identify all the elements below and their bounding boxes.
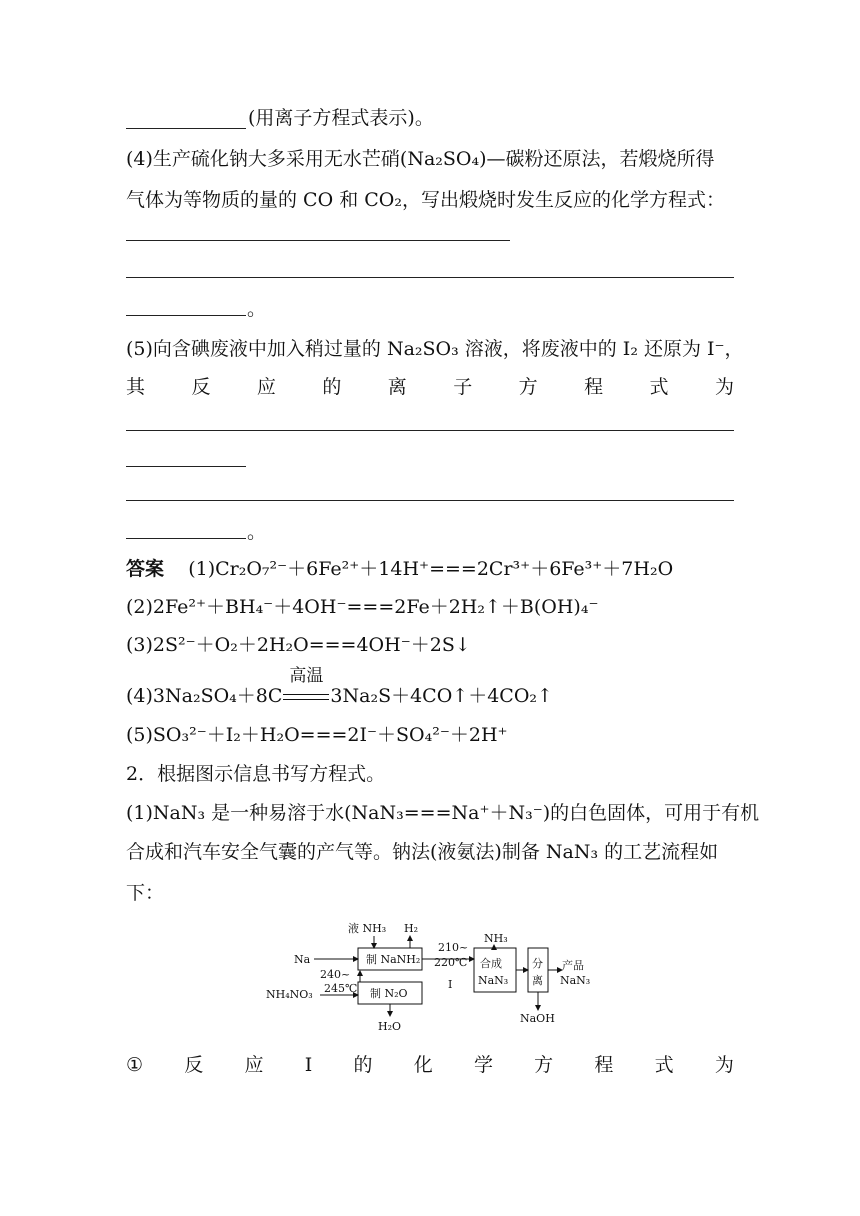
reaction-condition (282, 666, 330, 709)
label-h2-out: H₂ (404, 922, 419, 935)
q5-line2 (126, 374, 734, 400)
label-naoh: NaOH (520, 1012, 555, 1025)
period: 。 (247, 521, 267, 543)
q4-line1: (4)生产硫化钠大多采用无水芒硝(Na₂SO₄)—碳粉还原法，若煅烧所得 (126, 148, 715, 170)
char: 程 (594, 1054, 614, 1076)
q2-p1-line2: 合成和汽车安全气囊的产气等。钠法(液氨法)制备 NaN₃ 的工艺流程如 (126, 841, 719, 863)
answer-blank[interactable] (126, 128, 246, 129)
q2-p1-line1: (1)NaN₃ 是一种易溶于水(NaN₃===Na⁺＋N₃⁻)的白色固体，可用于有机 (126, 802, 760, 824)
char: 方 (518, 376, 538, 398)
char: 应 (244, 1054, 264, 1076)
answer-blank[interactable] (126, 500, 734, 501)
char: 式 (654, 1054, 674, 1076)
label-nh4no3: NH₄NO₃ (266, 988, 313, 1001)
equals-sign (283, 694, 329, 700)
q4-line2: 气体为等物质的量的 CO 和 CO₂，写出煅烧时发生反应的化学方程式： (126, 189, 725, 211)
char: 程 (584, 376, 604, 398)
char: 为 (714, 376, 734, 398)
process-flow-diagram (262, 918, 602, 1036)
box4-label-a: 分 (532, 957, 543, 970)
box3-label-a: 合成 (480, 957, 502, 970)
char: ① (126, 1054, 144, 1076)
period: 。 (247, 298, 267, 320)
box2-label: 制 N₂O (370, 987, 408, 1000)
char: 化 (413, 1054, 433, 1076)
cond2-temp-a: 210~ (438, 941, 469, 954)
box4-label-b: 离 (532, 974, 543, 987)
answer-4-left: (4)3Na₂SO₄＋8C (126, 685, 283, 707)
answer-blank[interactable] (126, 466, 246, 467)
char: 的 (322, 376, 342, 398)
char: 学 (473, 1054, 493, 1076)
char: 方 (534, 1054, 554, 1076)
label-liquid-nh3: 液 NH₃ (348, 922, 387, 935)
label-product-b: NaN₃ (560, 974, 591, 987)
answer-4 (126, 666, 553, 709)
answer-blank[interactable] (126, 430, 734, 431)
char: 反 (184, 1054, 204, 1076)
char: 应 (256, 376, 276, 398)
char: 子 (453, 376, 473, 398)
q2-p1-line3: 下： (126, 882, 165, 904)
answer-blank[interactable] (126, 315, 246, 316)
answer-blank[interactable] (126, 277, 734, 278)
condition-text: 高温 (289, 666, 324, 686)
answer-5: (5)SO₃²⁻＋I₂＋H₂O===2I⁻＋SO₄²⁻＋2H⁺ (126, 724, 508, 746)
answer-label: 答案 (126, 558, 165, 580)
q5-line1: (5)向含碘废液中加入稍过量的 Na₂SO₃ 溶液，将废液中的 I₂ 还原为 I⁻， (126, 338, 744, 360)
q2-title: 2．根据图示信息书写方程式。 (126, 763, 386, 785)
answer-1 (126, 556, 673, 582)
box3-label-b: NaN₃ (478, 974, 509, 987)
answer-blank[interactable] (126, 240, 510, 241)
label-nh3-out: NH₃ (484, 932, 508, 945)
cond1-temp-a: 240~ (320, 968, 351, 981)
cond2-roman: Ⅰ (448, 978, 453, 991)
char: Ⅰ (304, 1054, 313, 1076)
answer-2: (2)2Fe²⁺＋BH₄⁻＋4OH⁻===2Fe＋2H₂↑＋B(OH)₄⁻ (126, 596, 599, 618)
char: 式 (649, 376, 669, 398)
cond2-temp-b: 220℃ (434, 956, 468, 969)
answer-3: (3)2S²⁻＋O₂＋2H₂O===4OH⁻＋2S↓ (126, 634, 471, 656)
box1-label: 制 NaNH₂ (366, 953, 421, 966)
answer-4-right: 3Na₂S＋4CO↑＋4CO₂↑ (330, 685, 553, 707)
char: 其 (126, 376, 146, 398)
answer-blank[interactable] (126, 538, 246, 539)
label-h2o: H₂O (378, 1020, 402, 1033)
char: 的 (353, 1054, 373, 1076)
label-na: Na (294, 953, 311, 966)
q2-sub1-line (126, 1052, 734, 1078)
cond1-temp-b: 245℃ (324, 982, 358, 995)
char: 反 (191, 376, 211, 398)
answer-1-eq: (1)Cr₂O₇²⁻＋6Fe²⁺＋14H⁺===2Cr³⁺＋6Fe³⁺＋7H₂O (188, 558, 674, 580)
label-product-a: 产品 (562, 959, 584, 972)
q1-tail-text: (用离子方程式表示)。 (248, 107, 434, 129)
char: 离 (387, 376, 407, 398)
char: 为 (714, 1054, 734, 1076)
